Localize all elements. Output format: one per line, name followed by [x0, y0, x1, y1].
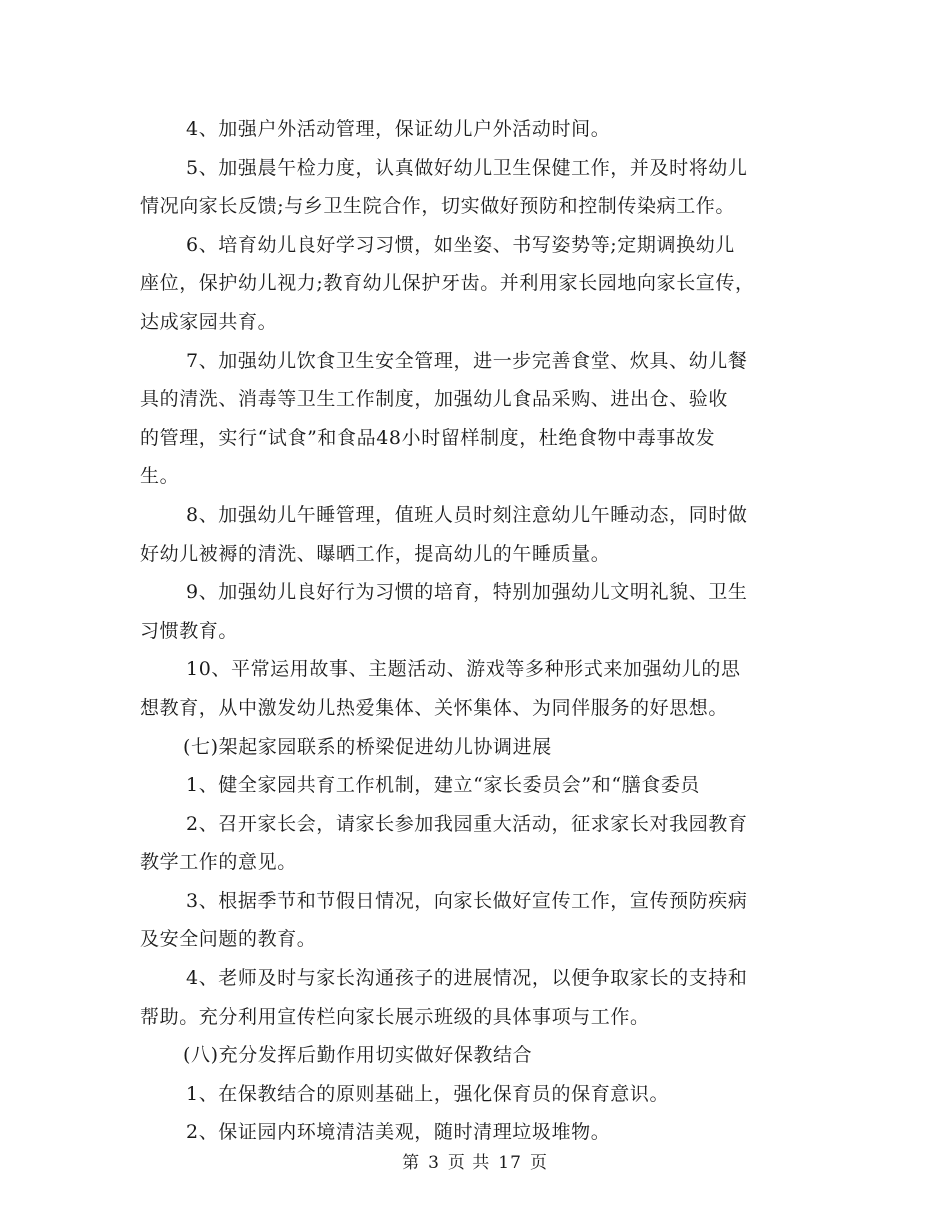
text-line: 及安全问题的教育。 [140, 928, 317, 951]
text-line: 2、召开家长会，请家长参加我园重大活动，征求家长对我园教育 [186, 812, 748, 835]
text-line: 1、在保教结合的原则基础上，强化保育员的保育意识。 [186, 1082, 670, 1105]
footer-total-pages: 17 [498, 1153, 522, 1173]
text-line: 座位，保护幼儿视力;教育幼儿保护牙齿。并利用家长园地向家长宣传， [140, 272, 755, 295]
text-line: 达成家园共育。 [140, 310, 278, 333]
text-line: 8、加强幼儿午睡管理，值班人员时刻注意幼儿午睡动态，同时做 [186, 503, 748, 526]
text-line: (八)充分发挥后勤作用切实做好保教结合 [183, 1044, 533, 1067]
text-line: (七)架起家园联系的桥梁促进幼儿协调进展 [183, 735, 552, 758]
footer-mid: 页 共 [447, 1153, 491, 1173]
text-line: 好幼儿被褥的清洗、曝晒工作，提高幼儿的午睡质量。 [140, 542, 611, 565]
text-line: 2、保证园内环境清洁美观，随时清理垃圾堆物。 [186, 1121, 611, 1144]
text-line: 习惯教育。 [140, 619, 239, 642]
page-footer [0, 1148, 950, 1173]
text-line: 9、加强幼儿良好行为习惯的培育，特别加强幼儿文明礼貌、卫生 [186, 581, 748, 604]
text-line: 10、平常运用故事、主题活动、游戏等多种形式来加强幼儿的思 [186, 658, 741, 681]
text-line: 帮助。充分利用宣传栏向家长展示班级的具体事项与工作。 [140, 1005, 650, 1028]
text-line: 3、根据季节和节假日情况，向家长做好宣传工作，宣传预防疾病 [186, 889, 748, 912]
text-line: 想教育，从中激发幼儿热爱集体、关怀集体、为同伴服务的好思想。 [140, 696, 729, 719]
text-line: 7、加强幼儿饮食卫生安全管理，进一步完善食堂、炊具、幼儿餐 [186, 349, 748, 372]
document-body [140, 110, 810, 1152]
footer-page-number: 3 [428, 1153, 440, 1173]
text-line: 教学工作的意见。 [140, 851, 297, 874]
text-line: 具的清洗、消毒等卫生工作制度，加强幼儿食品采购、进出仓、验收 [140, 388, 729, 411]
text-line: 1、健全家园共育工作机制，建立“家长委员会”和“膳食委员 [186, 774, 701, 797]
text-line: 的管理，实行“试食”和食品48小时留样制度，杜绝食物中毒事故发 [140, 426, 716, 449]
text-line: 生。 [140, 465, 180, 488]
footer-prefix: 第 [402, 1153, 421, 1173]
text-line: 情况向家长反馈;与乡卫生院合作，切实做好预防和控制传染病工作。 [140, 195, 736, 218]
text-line: 5、加强晨午检力度，认真做好幼儿卫生保健工作，并及时将幼儿 [186, 156, 748, 179]
text-line: 4、加强户外活动管理，保证幼儿户外活动时间。 [186, 118, 611, 140]
text-line: 6、培育幼儿良好学习习惯，如坐姿、书写姿势等;定期调换幼儿 [186, 233, 735, 256]
text-line: 4、老师及时与家长沟通孩子的进展情况，以便争取家长的支持和 [186, 967, 748, 990]
footer-suffix: 页 [529, 1153, 548, 1173]
